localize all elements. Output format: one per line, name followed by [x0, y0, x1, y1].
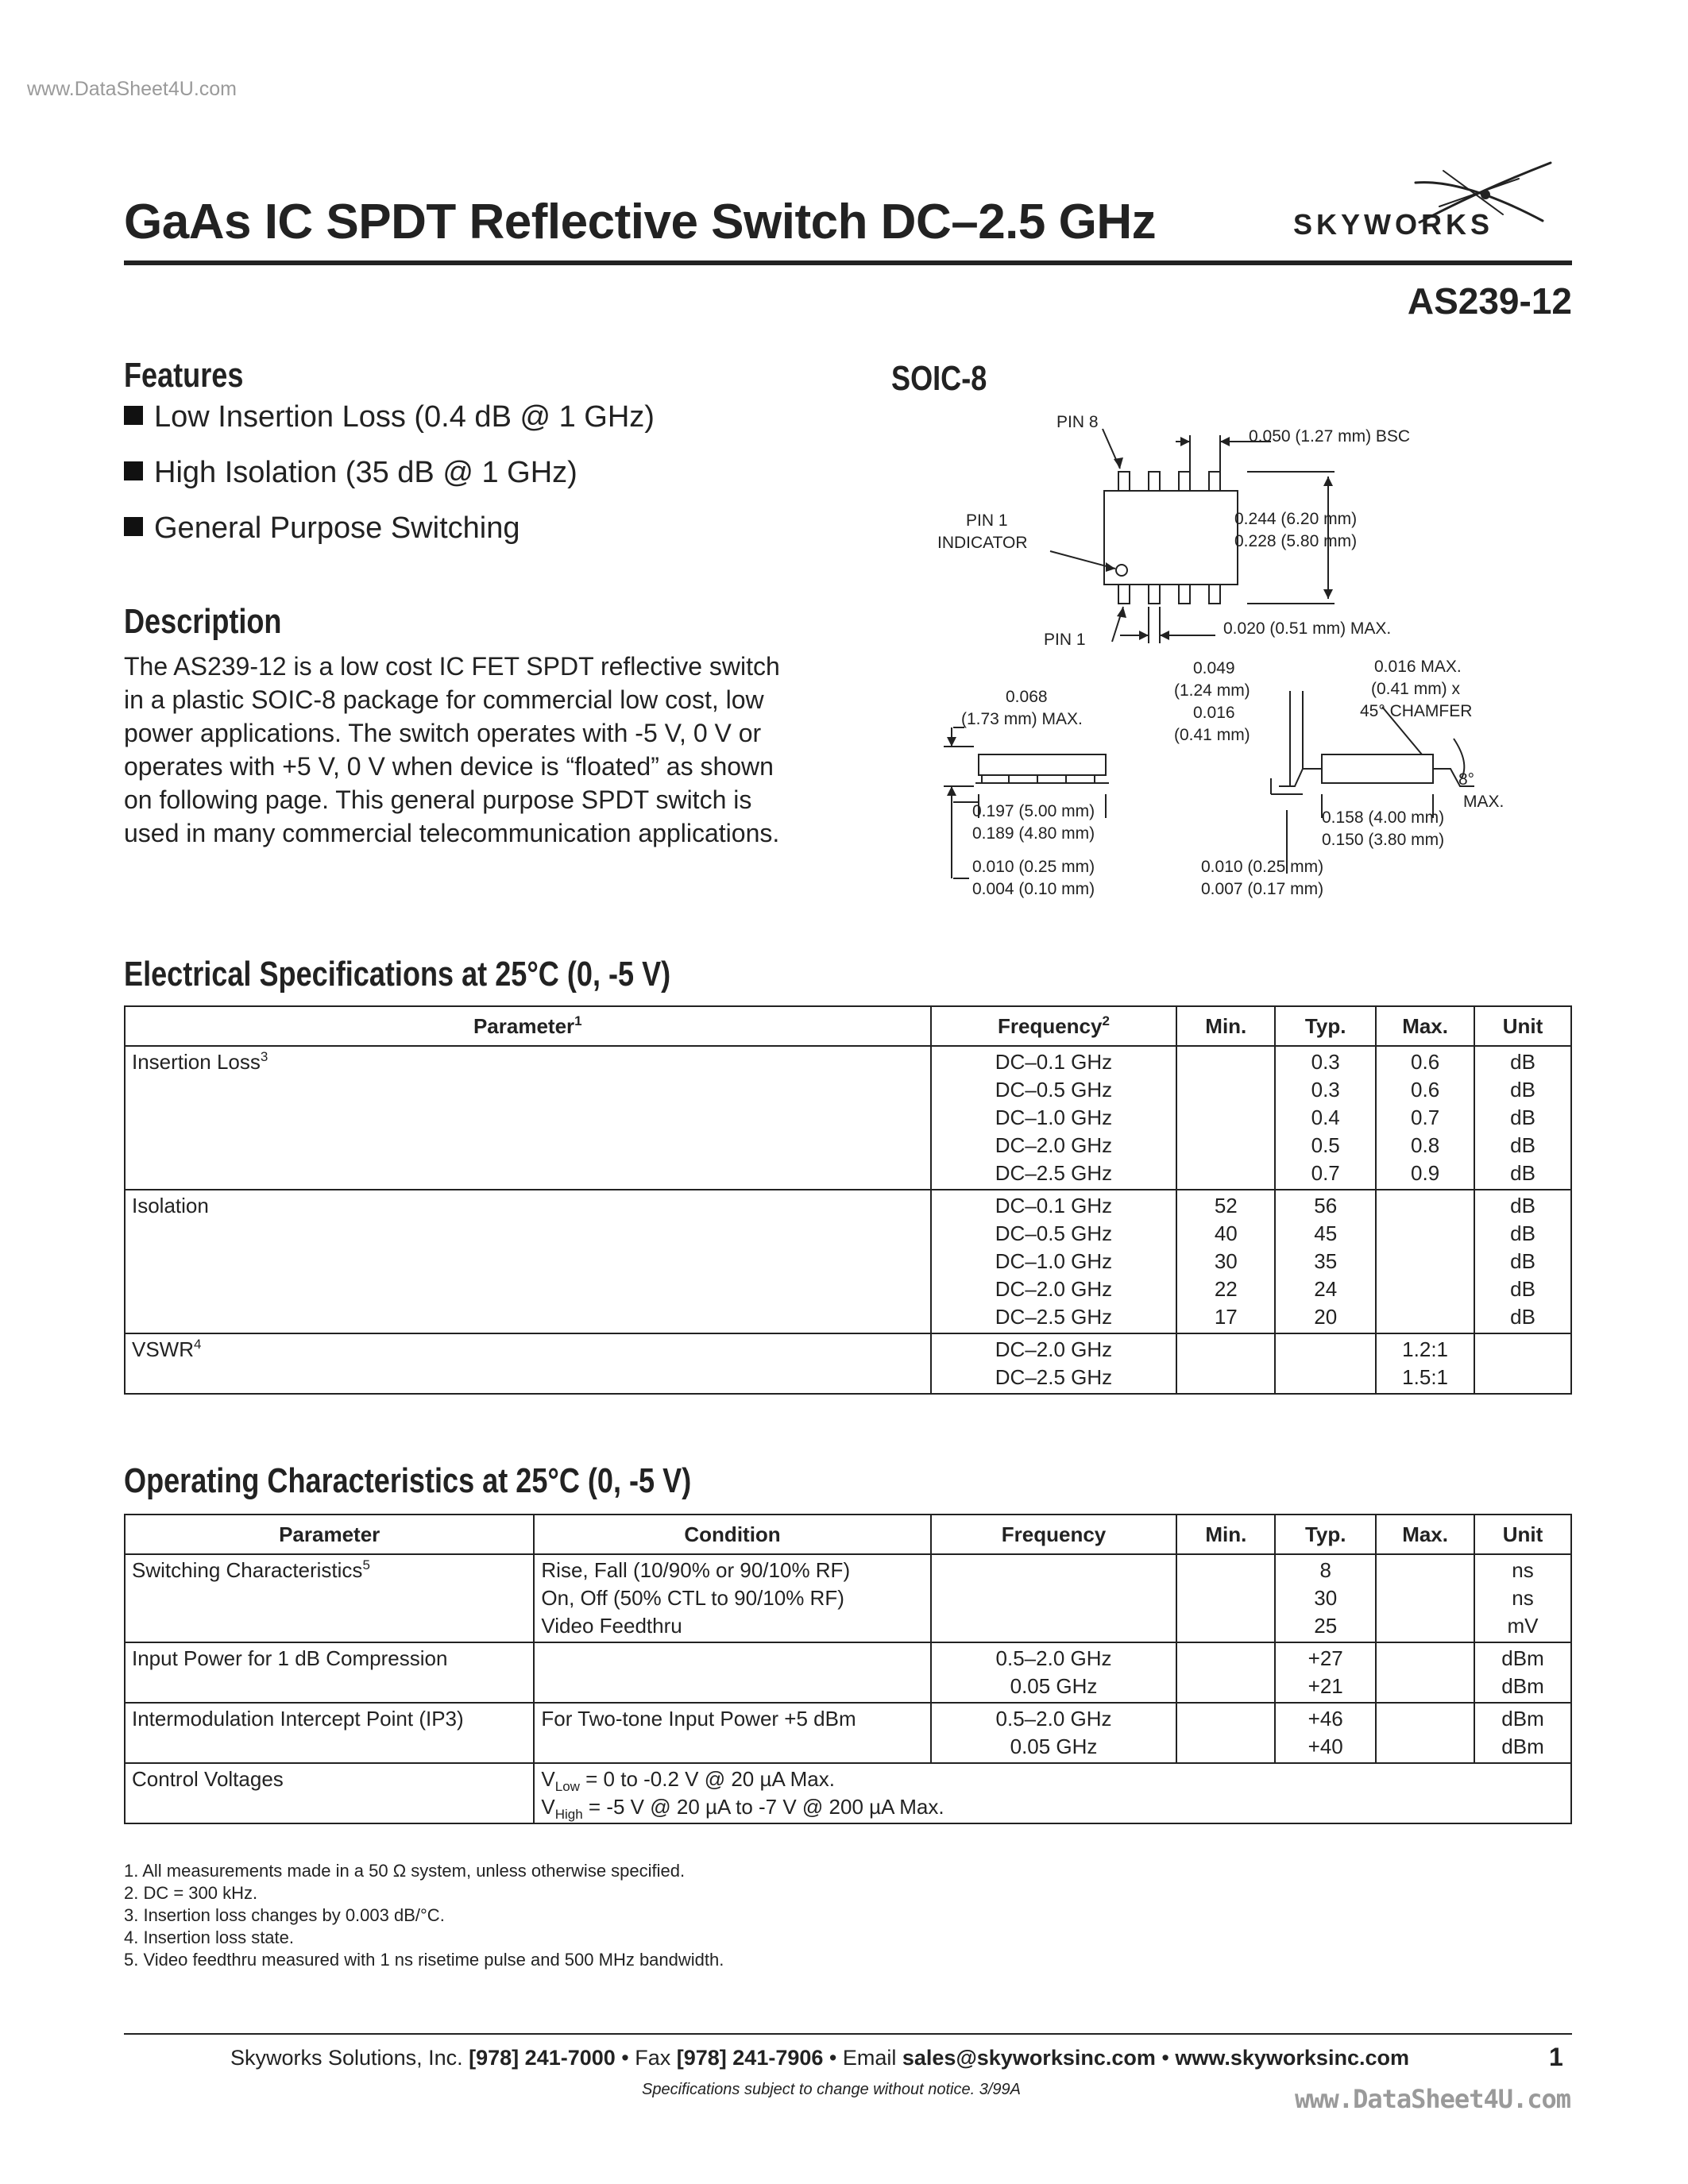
label-lead: (0.41 mm): [1174, 726, 1250, 744]
col-frequency: Frequency: [931, 1515, 1177, 1554]
description-line: in a plastic SOIC-8 package for commercial low cost, low: [124, 685, 764, 714]
watermark-bottom[interactable]: www.DataSheet4U.com: [1295, 2084, 1571, 2114]
cell-typ: +46 +40: [1275, 1703, 1376, 1763]
col-parameter: [125, 1006, 931, 1046]
cell-unit: dB dB dB dB dB: [1474, 1190, 1571, 1333]
operating-table: [124, 1514, 1572, 1824]
cell-min: [1176, 1046, 1275, 1190]
label-angle: MAX.: [1463, 793, 1505, 811]
table-row: [125, 1703, 1571, 1763]
package-heading: SOIC-8: [891, 359, 987, 398]
label-body-max: 0.158 (4.00 mm): [1322, 808, 1445, 827]
cell-parameter: Control Voltages: [125, 1763, 534, 1823]
footnote-ref: 2: [1102, 1013, 1110, 1028]
footer-separator: • Email: [823, 2046, 902, 2070]
cell-min: [1176, 1642, 1275, 1703]
cell-unit: ns ns mV: [1474, 1554, 1571, 1642]
feature-text: Low Insertion Loss (0.4 dB @ 1 GHz): [154, 400, 655, 434]
cell-condition: For Two-tone Input Power +5 dBm: [534, 1703, 930, 1763]
label-angle: 8°: [1458, 770, 1475, 789]
label-pin8: PIN 8: [1056, 413, 1099, 431]
label-height: (1.73 mm) MAX.: [961, 710, 1083, 728]
table-row: [125, 1554, 1571, 1642]
col-typ: Typ.: [1275, 1515, 1376, 1554]
description-heading: Description: [124, 602, 282, 641]
footnote: 3. Insertion loss changes by 0.003 dB/°C.: [124, 1905, 445, 1925]
table-header-row: [125, 1006, 1571, 1046]
label-lead-width: 0.020 (0.51 mm) MAX.: [1223, 619, 1392, 638]
cell-unit: dBm dBm: [1474, 1642, 1571, 1703]
cell-frequency: DC–0.1 GHz DC–0.5 GHz DC–1.0 GHz DC–2.0 GHz DC–2.5 GHz: [931, 1046, 1177, 1190]
disclaimer: Specifications subject to change without notice. 3/99A: [642, 2081, 1021, 2098]
footnote: 2. DC = 300 kHz.: [124, 1883, 258, 1903]
footer-email-link[interactable]: sales@skyworksinc.com: [902, 2046, 1156, 2070]
footer-separator: •: [1155, 2046, 1176, 2070]
cell-frequency: 0.5–2.0 GHz 0.05 GHz: [931, 1703, 1177, 1763]
cell-control-voltages: $V_{Low} = 0$ to -0.2 V @ 20 µA Max. $V_{High} = -5$ V @ 20 µA to -7 V @ 200 µA Max.: [534, 1763, 1571, 1823]
label-length-max: 0.197 (5.00 mm): [972, 802, 1095, 820]
table-header-row: [125, 1515, 1571, 1554]
col-min: Min.: [1176, 1515, 1275, 1554]
label-pitch: 0.050 (1.27 mm) BSC: [1249, 427, 1411, 446]
label-lead: 0.016: [1193, 704, 1235, 722]
description-line: The AS239-12 is a low cost IC FET SPDT reflective switch: [124, 652, 780, 681]
logo-text: SKYWORKS: [1293, 208, 1494, 241]
table-row: [125, 1190, 1571, 1333]
cell-min: [1176, 1703, 1275, 1763]
label-chamfer: 0.016 MAX.: [1374, 658, 1462, 676]
label-width-min: 0.228 (5.80 mm): [1234, 532, 1358, 550]
operating-heading: Operating Characteristics at 25°C (0, -5 V): [124, 1461, 692, 1500]
label-thick-min: 0.007 (0.17 mm): [1201, 880, 1324, 898]
cell-parameter: Intermodulation Intercept Point (IP3): [125, 1703, 534, 1763]
cell-parameter: Insertion Loss$^3$: [125, 1046, 931, 1190]
table-row: [125, 1763, 1571, 1823]
col-unit: Unit: [1474, 1006, 1571, 1046]
label-pin1-ind: INDICATOR: [937, 534, 1028, 552]
feature-item: [124, 511, 520, 546]
feature-item: [124, 400, 655, 434]
label-body-min: 0.150 (3.80 mm): [1322, 831, 1445, 849]
label-pin1: PIN 1: [1044, 631, 1086, 649]
label-pin1-ind: PIN 1: [966, 511, 1008, 530]
col-max: Max.: [1376, 1006, 1474, 1046]
label-height: 0.068: [1006, 688, 1048, 706]
features-heading: Features: [124, 356, 244, 395]
cell-condition: [534, 1642, 930, 1703]
description-line: operates with +5 V, 0 V when device is “floated” as shown: [124, 752, 774, 781]
soic8-package-drawing: [914, 397, 1565, 937]
watermark-top[interactable]: www.DataSheet4U.com: [27, 78, 238, 100]
col-unit: Unit: [1474, 1515, 1571, 1554]
header-text: Parameter: [473, 1013, 575, 1038]
col-parameter: Parameter: [125, 1515, 534, 1554]
cell-max: [1376, 1554, 1474, 1642]
footer-phone: [978] 241-7000: [469, 2046, 616, 2070]
page-number: 1: [1549, 2043, 1563, 2071]
part-number: AS239-12: [1407, 280, 1572, 322]
footnote: 4. Insertion loss state.: [124, 1927, 294, 1947]
label-width-max: 0.244 (6.20 mm): [1234, 510, 1358, 528]
col-min: Min.: [1176, 1006, 1275, 1046]
label-chamfer: 45° CHAMFER: [1360, 702, 1473, 720]
cell-typ: 0.3 0.3 0.4 0.5 0.7: [1275, 1046, 1376, 1190]
description-line: used in many commercial telecommunication applications.: [124, 819, 780, 847]
header-text: Frequency: [997, 1013, 1103, 1038]
label-standoff-min: 0.004 (0.10 mm): [972, 880, 1095, 898]
cell-frequency: DC–0.1 GHz DC–0.5 GHz DC–1.0 GHz DC–2.0 GHz DC–2.5 GHz: [931, 1190, 1177, 1333]
cell-parameter: Isolation: [125, 1190, 931, 1333]
footer-web-link[interactable]: www.skyworksinc.com: [1175, 2046, 1409, 2070]
col-condition: Condition: [534, 1515, 930, 1554]
description-line: on following page. This general purpose SPDT switch is: [124, 785, 752, 814]
footer-contact: [230, 2046, 1409, 2070]
cell-typ: [1275, 1333, 1376, 1394]
feature-text: General Purpose Switching: [154, 511, 520, 545]
label-thick-max: 0.010 (0.25 mm): [1201, 858, 1324, 876]
table-row: [125, 1046, 1571, 1190]
electrical-table: [124, 1005, 1572, 1395]
footnote: 1. All measurements made in a 50 Ω system, unless otherwise specified.: [124, 1861, 686, 1881]
cell-max: [1376, 1703, 1474, 1763]
table-row: [125, 1642, 1571, 1703]
cell-max: [1376, 1190, 1474, 1333]
label-chamfer: (0.41 mm) x: [1371, 680, 1461, 698]
cell-typ: +27 +21: [1275, 1642, 1376, 1703]
cell-parameter: VSWR$^4$: [125, 1333, 931, 1394]
footer-company: Skyworks Solutions, Inc.: [230, 2046, 463, 2070]
cell-frequency: 0.5–2.0 GHz 0.05 GHz: [931, 1642, 1177, 1703]
footer-rule: [124, 2033, 1572, 2035]
label-length-min: 0.189 (4.80 mm): [972, 824, 1095, 843]
col-frequency: [931, 1006, 1177, 1046]
cell-unit: dBm dBm: [1474, 1703, 1571, 1763]
cell-typ: 56 45 35 24 20: [1275, 1190, 1376, 1333]
footnote: 5. Video feedthru measured with 1 ns risetime pulse and 500 MHz bandwidth.: [124, 1950, 724, 1970]
cell-unit: dB dB dB dB dB: [1474, 1046, 1571, 1190]
label-standoff-max: 0.010 (0.25 mm): [972, 858, 1095, 876]
label-lead: (1.24 mm): [1174, 681, 1250, 700]
bullet-square-icon: [124, 406, 143, 425]
electrical-heading: Electrical Specifications at 25°C (0, -5 V): [124, 955, 671, 994]
cell-min: 52 40 30 22 17: [1176, 1190, 1275, 1333]
col-typ: Typ.: [1275, 1006, 1376, 1046]
cell-typ: 8 30 25: [1275, 1554, 1376, 1642]
feature-text: High Isolation (35 dB @ 1 GHz): [154, 456, 577, 489]
table-row: [125, 1333, 1571, 1394]
footnotes: [124, 1860, 724, 1971]
cell-frequency: [931, 1554, 1177, 1642]
cell-condition: Rise, Fall (10/90% or 90/10% RF) On, Off (50% CTL to 90/10% RF) Video Feedthru: [534, 1554, 930, 1642]
cell-max: 1.2:1 1.5:1: [1376, 1333, 1474, 1394]
label-lead: 0.049: [1193, 659, 1235, 677]
footer-separator: • Fax: [615, 2046, 677, 2070]
cell-min: [1176, 1333, 1275, 1394]
description-body: [124, 650, 815, 850]
col-max: Max.: [1376, 1515, 1474, 1554]
bullet-square-icon: [124, 461, 143, 480]
cell-parameter: Switching Characteristics$^5$: [125, 1554, 534, 1642]
page-title: GaAs IC SPDT Reflective Switch DC–2.5 GHz: [124, 195, 1157, 249]
bullet-square-icon: [124, 517, 143, 536]
header-rule: [124, 260, 1572, 265]
cell-max: 0.6 0.6 0.7 0.8 0.9: [1376, 1046, 1474, 1190]
feature-item: [124, 456, 577, 490]
cell-unit: [1474, 1333, 1571, 1394]
cell-min: [1176, 1554, 1275, 1642]
cell-frequency: DC–2.0 GHz DC–2.5 GHz: [931, 1333, 1177, 1394]
footer-fax: [978] 241-7906: [676, 2046, 824, 2070]
cell-parameter: Input Power for 1 dB Compression: [125, 1642, 534, 1703]
cell-max: [1376, 1642, 1474, 1703]
footnote-ref: 1: [574, 1013, 582, 1028]
description-line: power applications. The switch operates with -5 V, 0 V or: [124, 719, 762, 747]
